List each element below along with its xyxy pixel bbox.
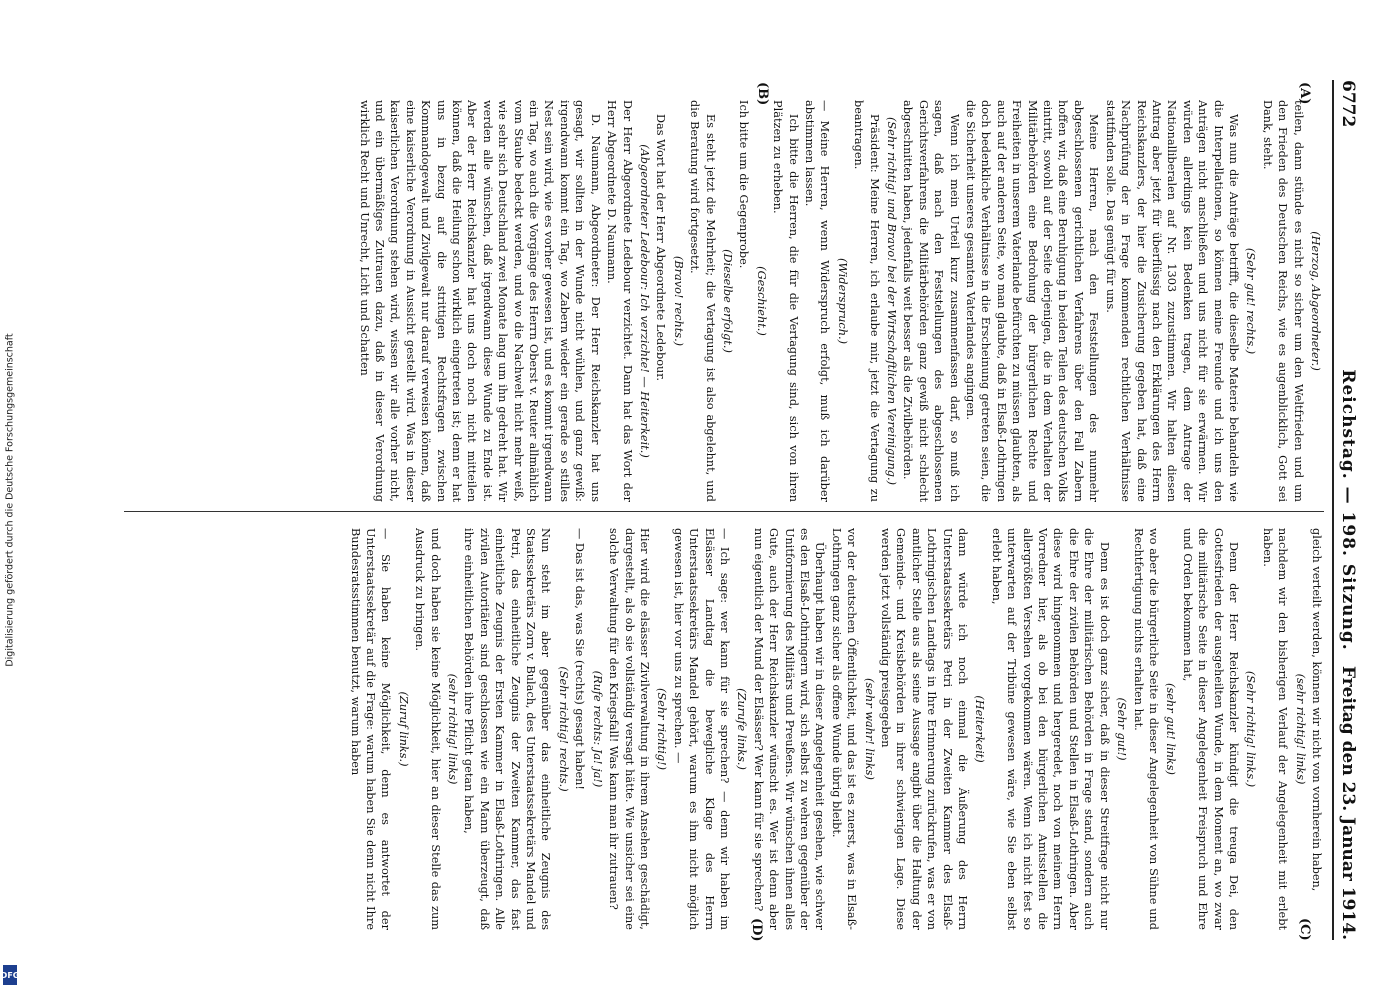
session-date: Freitag den 23. Januar 1914. xyxy=(1338,665,1358,940)
interjection: (Sehr gut! rechts.) xyxy=(1244,247,1258,355)
interjection: (Sehr gut!) xyxy=(1115,697,1129,761)
session-title: Reichstag. — 198. Sitzung. xyxy=(1338,369,1358,651)
paragraph: dann würde ich noch einmal die Äußerung des Herrn Unterstaatssekretärs Petri in der Zweiten Kammer des Elsaß-Lothringischen Landtags in Ihre Erinnerung zurückrufen, was er von amtlicher Stelle aus als seine Aussage angibt über die Haltung der Gemeinde- und Kreisbehörden in ihrer schwierigen Lage. Diese werden jetzt vollständig preisgegeben xyxy=(879,528,970,930)
margin-marker-c: (C) xyxy=(1297,918,1312,941)
paragraph: — Ich sage: wer kann für sie sprechen? — denn wir haben im Elsässer Landtag die bewegliche Klage des Herrn Unterstaatssekretärs Mandel gehört, warum es ihm nicht möglich gewesen ist, hier vor uns zu sprechen. — xyxy=(671,528,731,930)
paragraph: Meine Herren, nach den Feststellungen des nunmehr abgeschlossenen gerichtlichen Verfahrens über den Fall Zabern hoffen wir, daß eine Beruhigung in beiden Teilen des deutschen Volks eintritt, sowohl auf der Seite derjenigen, die in dem Verhalten der Militärbehörden eine Bedrohung der bürgerlichen Rechte und Freiheiten in unserem Vaterlande befürchten zu müssen glaubten, als auch auf der anderen Seite, wo man glaubte, daß in Elsaß-Lothringen doch bedenkliche Verhältnisse in die Erscheinung getreten seien, die die Sicherheit unseres gesamten Vaterlandes angingen. xyxy=(964,100,1101,502)
paragraph: vor der deutschen Öffentlichkeit, und das ist es zuerst, was in Elsaß-Lothringen ganz sicher als offene Wunde übrig bleibt. xyxy=(829,528,859,930)
page-number: 6772 xyxy=(1338,80,1358,128)
side-credit-strip xyxy=(0,0,20,1000)
interjection: (sehr richtig! links) xyxy=(1293,673,1307,785)
interjection: (sehr richtig! links) xyxy=(446,673,460,785)
interjection: (Zurufe links.) xyxy=(735,688,749,770)
interjection: (Widerspruch.) xyxy=(835,257,849,345)
paragraph: Ich bitte die Herren, die für die Vertagung sind, sich von ihren Plätzen zu erheben. xyxy=(771,100,800,502)
right-text-column xyxy=(114,528,1324,930)
paragraph: Ich bitte um die Gegenprobe. xyxy=(737,100,751,269)
interjection: (Abgeordneter Ledebour: Ich verzichte! — Heiterkeit.) xyxy=(637,144,651,458)
column-divider xyxy=(124,511,1324,512)
dfg-logo: DFG xyxy=(3,965,17,985)
margin-marker-a: (A) xyxy=(1297,82,1312,105)
paragraph: wo aber die bürgerliche Seite in dieser Angelegenheit von Sühne und Rechtfertigung nichts erhalten hat. xyxy=(1131,528,1160,930)
margin-marker-b: (B) xyxy=(755,82,770,106)
paragraph: Hier wird die elsässer Zivilverwaltung in ihrem Ansehen geschädigt, dargestellt, als ob sie vollständig versagt hätte. Wie unsicher sei eine solche Verwaltung für den Kriegsfall! Was kann man ihr zutrauen? xyxy=(607,528,651,930)
paragraph: und doch haben sie keine Möglichkeit, hier an dieser Stelle das zum Ausdruck zu bringen. xyxy=(413,528,442,930)
paragraph: Das Wort hat der Herr Abgeordnete Ledebour. xyxy=(654,114,668,382)
paragraph: Es steht jetzt die Mehrheit; die Vertagung ist also abgelehnt, und die Beratung wird fortgesetzt. xyxy=(688,100,717,502)
page-header xyxy=(1332,80,1360,940)
paragraph: Denn es ist doch ganz sicher, daß in dieser Streitfrage nicht nur die Ehre der militärischen Behörden in Frage stand, sondern auch die Ehre der zivilen Behörden und Stellen in Elsaß-Lothringen. Aber diese wird hingenommen und hergeredet, noch von meinem Herrn Vorredner hier, als ob bei den bürgerlichen Amtsstellen die allergrößten Versehen vorgekommen wären. Wenn ich nicht fest so unterwarten auf der Tribüne gewesen wäre, wie Sie eben selbst erlebt haben, xyxy=(989,528,1111,930)
paragraph: Wenn ich mein Urteil kurz zusammenfassen darf, so muß ich sagen, daß nach den Feststellungen des abgeschlossenen Gerichtsverfahrens die Militärbehörden ganz gewiß nicht schlecht abgeschnitten haben, jedenfalls weit besser als die Zivilbehörden. xyxy=(901,100,961,502)
margin-marker-d: (D) xyxy=(749,918,764,942)
paragraph: Denn der Herr Reichskanzler kündigt die treuga Dei, den Gottesfrieden der ausgeheilten Wunde, in dem Moment an, wo zwar die militärische Seite in dieser Angelegenheit Freispruch und Ehre und Orden bekommen hat, xyxy=(1180,528,1240,930)
paragraph: — Meine Herren, wenn Widerspruch erfolgt, muß ich darüber abstimmen lassen. xyxy=(803,100,832,502)
paragraph: teilen, dann stünde es nicht so sicher um den Weltfrieden und um den Frieden des Deutschen Reichs, wie es augenblicklich, Gott sei Dank, steht. xyxy=(1260,100,1305,502)
paragraph: Überhaupt haben wir in dieser Angelegenheit gesehen, wie schwer es den Elsaß-Lothringern wird, sich selbst zu wehren gegenüber der Unitformierung des Militärs und Preußens. Wir wünschen ihnen alles Gute, auch der Herr Reichskanzler wünscht es. Wer ist denn aber nun eigentlich der Mund der Elsässer? Wer kann für sie sprechen? xyxy=(751,528,827,930)
interjection: (sehr wahr! links) xyxy=(862,678,876,780)
interjection: (Zuruf links.) xyxy=(396,691,410,767)
interjection: (Geschieht.) xyxy=(754,266,768,336)
paragraph: Was nun die Anträge betrifft, die dieselbe Materie behandeln wie die Interpellationen, so können meine Freunde und ich uns den Anträgen nicht anschließen und uns nicht für sie erwärmen. Wir würden allerdings kein Bedenken tragen, dem Antrage der Nationalliberalen auf Nr. 1303 zuzustimmen. Wir halten diesen Antrag aber jetzt für überflüssig nach den Erklärungen des Herrn Reichskanzlers, der hier die Zusicherung gegeben hat, daß eine Nachprüfung der in Frage kommenden rechtlichen Verhältnisse stattfinden solle. Das genügt für uns. xyxy=(1103,100,1240,502)
interjection: (Sehr richtig!) xyxy=(655,687,669,771)
digitization-credit: Digitalisierung gefördert durch die Deutsche Forschungsgemeinschaft xyxy=(4,333,16,667)
paragraph: gleich verteilt werden, können wir nicht von vornherein haben, xyxy=(1310,528,1323,892)
interjection: (Sehr richtig! links.) xyxy=(1244,670,1258,788)
paragraph: D. Naumann, Abgeordneter: Der Herr Reichskanzler hat uns gesagt, wir sollten in der Wunde nicht wühlen, und ganz gewiß: irgendwann kommt ein Tag, wo Zabern wieder ein gerade so stilles Nest sein wird, wie es vorher gewesen ist, und es kommt irgendwann ein Tag, wo auch die Vorgänge des Herrn Oberst v. Reuter allmählich vom Staube bedeckt werden, und wo die Nachwelt nicht mehr weiß, wie sehr sich Deutschland zwei Monate lang um ihn gedreht hat. Wir werden alle wünschen, daß irgendwann diese Wunde zu Ende ist. Aber der Herr Reichskanzler hat uns doch noch nicht mitteilen können, daß die Heilung schon wirklich eingetreten ist; denn er hat uns in bezug auf die strittigen Rechtsfragen zwischen Kommandogewalt und Zivilgewalt nur darauf verweisen können, daß eine kaiserliche Verordnung in Aussicht gestellt wird. Was in dieser kaiserlichen Verordnung stehen wird, wissen wir alle vorher nicht, und ein übermäßiges Zutrauen dazu, daß in dieser Verordnung wirklich Recht und Unrecht, Licht und Schatten xyxy=(357,100,602,502)
paragraph: Der Herr Abgeordnete Ledebour verzichtet. Dann hat das Wort der Herr Abgeordnete D. Naumann. xyxy=(605,100,634,502)
paragraph: — Das ist das, was Sie (rechts) gesagt haben! xyxy=(573,528,587,790)
left-text-column xyxy=(114,100,1324,502)
interjection: (Heiterkeit) xyxy=(973,695,987,763)
interjection: (Sehr richtig! und Bravo! bei der Wirtschaftlichen Vereinigung.) xyxy=(885,117,899,485)
interjection: (Dieselbe erfolgt.) xyxy=(720,249,734,353)
interjection: (Bravo! rechts.) xyxy=(671,255,685,347)
paragraph: Nun steht im aber gegenüber das einheitliche Zeugnis des Staatssekretärs Zorn v. Bulach, des Unterstaatssekretärs Mandel und Petri, das einheitliche Zeugnis der Zweiten Kammer, das fast einheitliche Zeugnis der Ersten Kammer in Elsaß-Lothringen. Alle zivilen Autoritäten sind geschlossen wie ein Mann überzeugt, daß ihre einheitlichen Behörden ihre Pflicht getan haben, xyxy=(462,528,553,930)
paragraph: — Sie haben keine Möglichkeit, denn es antwortet der Unterstaatssekretär auf die Frage: warum haben Sie denn nicht Ihre Bundesratsstimmen benutzt, warum haben xyxy=(348,528,393,930)
interjection: (Rufe rechts: Ja! ja!) xyxy=(590,670,604,788)
scanned-page xyxy=(100,80,1360,940)
interjection: (Sehr richtig! rechts.) xyxy=(556,666,570,792)
interjection: (sehr gut! links) xyxy=(1164,683,1178,775)
paragraph: nachdem wir den bisherigen Verlauf der Angelegenheit mit erlebt haben. xyxy=(1260,528,1290,930)
interjection: (Herzog, Abgeordneter.) xyxy=(1309,231,1322,371)
paragraph: Präsident: Meine Herren, ich erlaube mir, jetzt die Vertagung zu beantragen. xyxy=(852,100,881,502)
